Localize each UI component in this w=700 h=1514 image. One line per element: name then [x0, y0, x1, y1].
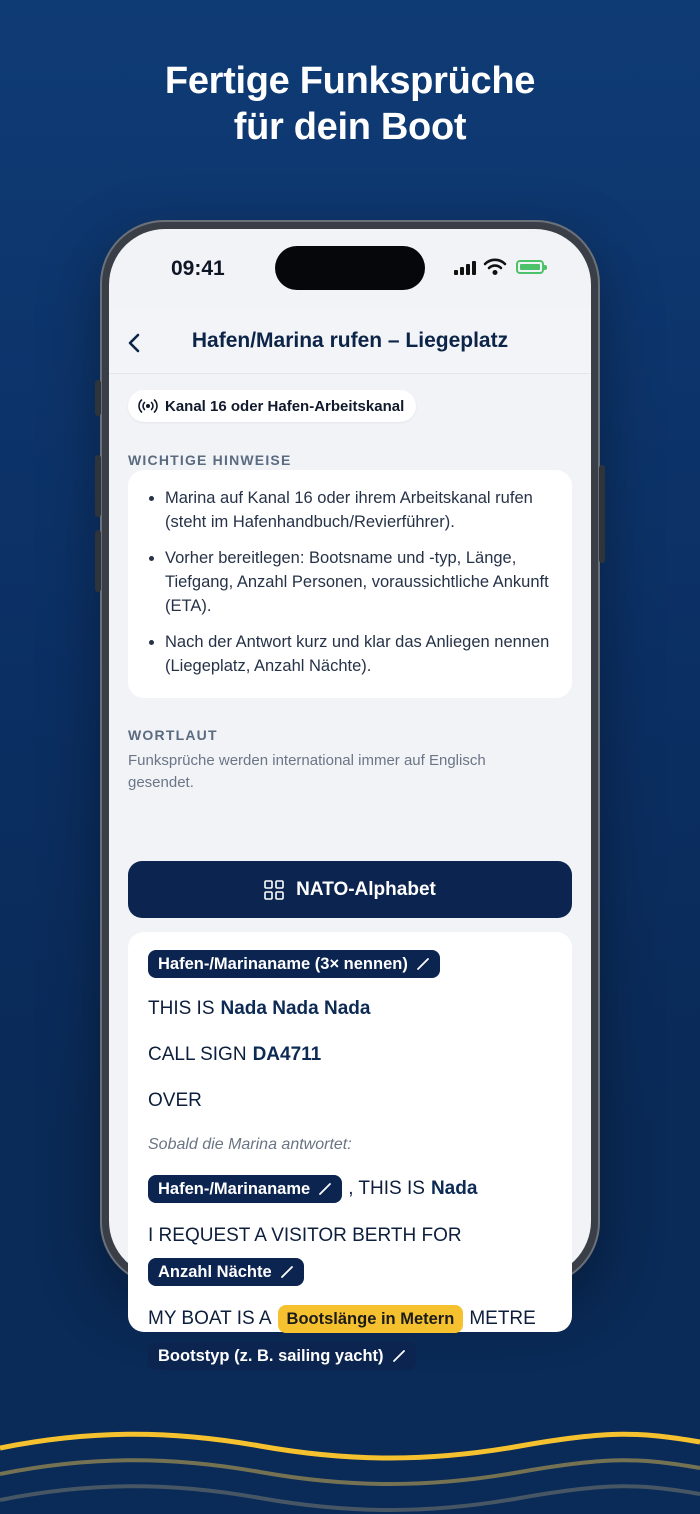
script-text: I REQUEST A VISITOR BERTH FOR: [148, 1225, 462, 1246]
action-button: [95, 380, 101, 416]
placeholder-tag-length[interactable]: Bootslänge in Metern: [278, 1305, 464, 1333]
phone-screen: [109, 229, 591, 1365]
script-hint: Sobald die Marina antwortet:: [148, 1136, 352, 1153]
navigation-bar: [109, 309, 591, 374]
boat-name-3x: Nada Nada Nada: [220, 998, 371, 1019]
status-time: 09:41: [171, 257, 225, 280]
wording-subtext: Funksprüche werden international immer auf Englisch gesendet.: [128, 752, 486, 791]
nato-alphabet-button[interactable]: [128, 861, 572, 918]
script-line: [148, 1258, 304, 1286]
script-text: , THIS IS: [348, 1178, 425, 1199]
page-title: Hafen/Marina rufen – Liegeplatz: [191, 329, 509, 352]
script-text: THIS IS: [148, 998, 215, 1019]
script-line: [148, 1225, 462, 1247]
battery-icon: [516, 260, 544, 274]
radio-script-card: [128, 932, 572, 1365]
hint-item: • Nach der Antwort kurz und klar das Anliegen nennen (Liegeplatz, Anzahl Nächte).: [165, 630, 554, 678]
pencil-icon: [318, 1182, 332, 1196]
volume-up-button: [95, 455, 101, 517]
tag-label: Anzahl Nächte: [158, 1262, 272, 1281]
phone-frame: [100, 220, 600, 1365]
dynamic-island: [275, 246, 425, 290]
placeholder-tag-nights[interactable]: [148, 1258, 304, 1286]
hint-item: • Marina auf Kanal 16 oder ihrem Arbeitskanal rufen (steht im Hafenhandbuch/Revierführer).: [165, 486, 554, 534]
power-button: [599, 465, 605, 563]
script-line: [148, 1090, 202, 1112]
placeholder-tag-marina-3x[interactable]: [148, 950, 440, 978]
script-text: METRE: [469, 1308, 536, 1329]
script-line: [148, 1305, 536, 1333]
wording-section-label: WORTLAUT: [128, 727, 218, 743]
hints-card: [128, 470, 572, 698]
pencil-icon: [280, 1265, 294, 1279]
page-headline: [0, 58, 700, 150]
tag-label: Bootstyp (z. B. sailing yacht): [158, 1346, 384, 1365]
pencil-icon: [416, 957, 430, 971]
headline-line-1: Fertige Funksprüche: [164, 60, 536, 102]
headline-line-2: für dein Boot: [233, 106, 467, 148]
radio-waves-icon: [138, 399, 158, 413]
script-line: [148, 950, 440, 978]
script-text: MY BOAT IS A: [148, 1308, 272, 1329]
script-text: OVER: [148, 1090, 202, 1111]
boat-name: Nada: [430, 1178, 478, 1199]
channel-chip: [128, 390, 416, 422]
chevron-left-icon[interactable]: [125, 331, 145, 355]
script-line: [148, 1044, 321, 1066]
cellular-signal-icon: [454, 261, 476, 275]
script-line: [148, 1175, 477, 1203]
hints-section-label: WICHTIGE HINWEISE: [128, 452, 292, 468]
placeholder-tag-marina[interactable]: [148, 1175, 342, 1203]
tag-label: Hafen-/Marinaname (3× nennen): [158, 954, 408, 973]
placeholder-tag-boat-type[interactable]: [148, 1342, 416, 1370]
pencil-icon: [392, 1349, 406, 1363]
status-bar: [109, 229, 591, 309]
script-line: [148, 1342, 416, 1370]
call-sign-value: DA4711: [252, 1044, 322, 1065]
volume-down-button: [95, 530, 101, 592]
script-text: CALL SIGN: [148, 1044, 247, 1065]
nato-button-label: NATO-Alphabet: [296, 878, 436, 900]
grid-icon: [264, 880, 284, 900]
wifi-icon: [484, 258, 506, 276]
tag-label: Hafen-/Marinaname: [158, 1179, 311, 1198]
script-line: [148, 998, 370, 1020]
channel-chip-label: Kanal 16 oder Hafen-Arbeitskanal: [165, 397, 405, 415]
wave-decoration: [0, 1418, 700, 1514]
hint-item: • Vorher bereitlegen: Bootsname und -typ, Länge, Tiefgang, Anzahl Personen, voraussichtliche Ankunft (ETA).: [165, 546, 554, 618]
